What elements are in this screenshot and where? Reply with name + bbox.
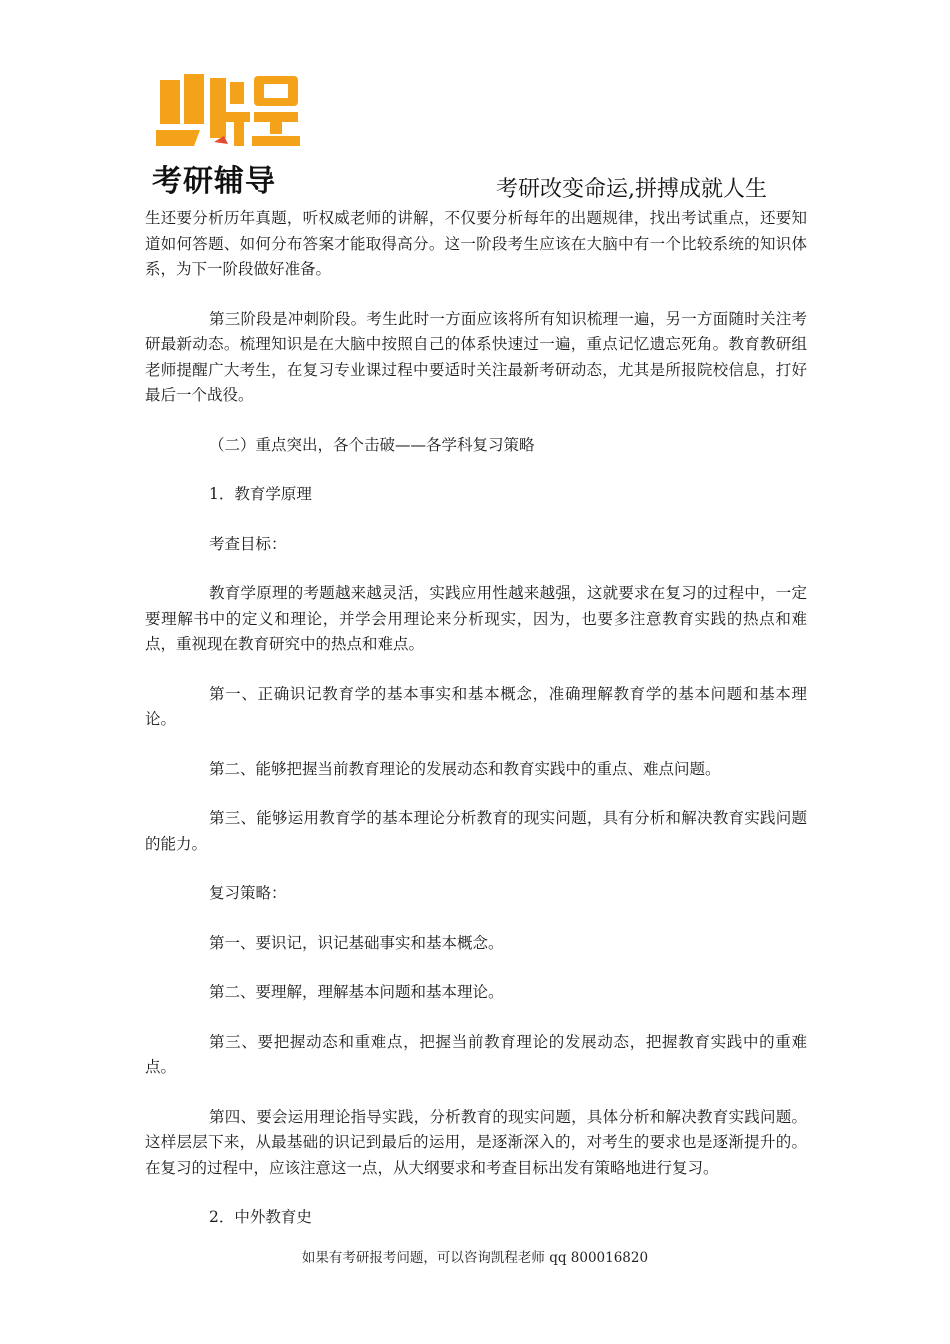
page-footer: 如果有考研报考问题，可以咨询凯程老师 qq 800016820 — [301, 1250, 649, 1266]
strategy-three: 第三、要把握动态和重难点，把握当前教育理论的发展动态，把握教育实践中的重难点。 — [145, 1032, 807, 1076]
objective-three: 第三、能够运用教育学的基本理论分析教育的现实问题，具有分析和解决教育实践问题的能力。 — [145, 809, 807, 853]
paragraph-pedagogy-intro: 教育学原理的考题越来越灵活，实践应用性越来越强，这就要求在复习的过程中，一定要理解书中的定义和理论，并学会用理论来分析现实，因为，也要多注意教育实践的热点和难点，重视现在教育研究中的热点和难点。 — [145, 584, 807, 653]
document-body — [145, 206, 807, 1231]
label-review-strategy: 复习策略： — [209, 884, 287, 902]
brand-logo — [148, 72, 308, 202]
objective-two: 第二、能够把握当前教育理论的发展动态和教育实践中的重点、难点问题。 — [209, 759, 721, 778]
subject-heading-education-history: 2．中外教育史 — [209, 1208, 312, 1226]
objective-one: 第一、正确识记教育学的基本事实和基本概念，准确理解教育学的基本问题和基本理论。 — [145, 684, 807, 728]
paragraph-stage-three: 第三阶段是冲刺阶段。考生此时一方面应该将所有知识梳理一遍，另一方面随时关注考研最新动态。梳理知识是在大脑中按照自己的体系快速过一遍，重点记忆遗忘死角。教育教研组老师提醒广大考生，在复习专业课过程中要适时关注最新考研动态，尤其是所报院校信息，打好最后一个战役。 — [145, 309, 807, 404]
subject-heading-pedagogy: 1．教育学原理 — [209, 485, 312, 503]
strategy-one: 第一、要识记，识记基础事实和基本概念。 — [209, 933, 504, 952]
strategy-four: 第四、要会运用理论指导实践，分析教育的现实问题，具体分析和解决教育实践问题。这样层层下来，从最基础的识记到最后的运用，是逐渐深入的，对考生的要求也是逐渐提升的。在复习的过程中，应该注意这一点，从大纲要求和考查目标出发有策略地进行复习。 — [145, 1107, 807, 1177]
strategy-two: 第二、要理解，理解基本问题和基本理论。 — [209, 983, 504, 1001]
section-heading-strategy: （二）重点突出，各个击破——各学科复习策略 — [209, 435, 535, 454]
header-slogan: 考研改变命运,拼搏成就人生 — [496, 177, 767, 202]
kaicheng-logo-mark — [154, 72, 302, 154]
label-exam-objectives: 考查目标： — [209, 534, 287, 553]
logo-caption: 考研辅导 — [152, 164, 276, 199]
paragraph-continuation: 生还要分析历年真题，听权威老师的讲解，不仅要分析每年的出题规律，找出考试重点，还要知道如何答题、如何分布答案才能取得高分。这一阶段考生应该在大脑中有一个比较系统的知识体系，为下一阶段做好准备。 — [145, 209, 807, 278]
